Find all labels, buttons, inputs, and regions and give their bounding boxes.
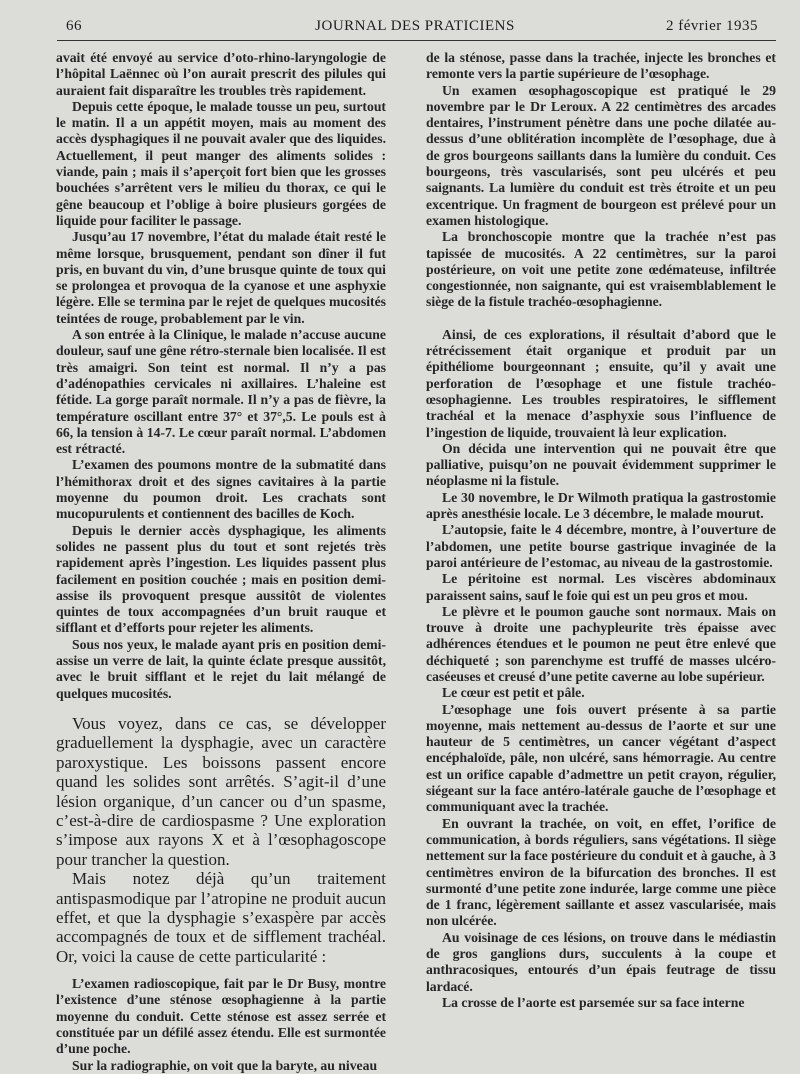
header-rule — [57, 40, 776, 41]
paragraph: Sous nos yeux, le malade ayant pris en position demi-assise un verre de lait, la quinte éclate presque aussitôt, avec le bruit sifflant et le rejet du lait mélangé de quelques mucosités. — [56, 636, 386, 701]
spacer — [56, 966, 386, 976]
paragraph: A son entrée à la Clinique, le malade n’accuse aucune douleur, sauf une gêne rétro-sternale bien localisée. Il est très amaigri. Son teint est normal. Il n’y a pas d’adénopathies cervicales ni axillaires. L’haleine est fétide. La gorge paraît normale. Il n’y a pas de fièvre, la température oscillant entre 37° et 37°,5. Le pouls est à 66, la tension à 14-7. Le cœur paraît normal. L’abdomen est rétracté. — [56, 327, 386, 457]
paragraph: En ouvrant la trachée, on voit, en effet, l’orifice de communication, à bords réguliers, sans végétations. Il siège nettement sur la face postérieure du conduit et à gauche, à 3 centimètres environ de la bifurcation des bronches. Il est surmonté d’une petite zone indurée, large comme une pièce de 1 franc, légèrement saillante et assez vascularisée, mais non ulcérée. — [426, 815, 777, 929]
paragraph: On décida une intervention qui ne pouvait être que palliative, puisqu’on ne pouvait évidemment supprimer le néoplasme ni la fistule. — [426, 440, 776, 489]
running-header — [60, 14, 770, 38]
paragraph: de la sténose, passe dans la trachée, injecte les bronches et remonte vers la partie supérieure de l’œsophage. — [426, 50, 776, 82]
paragraph: Sur la radiographie, on voit que la baryte, au niveau — [72, 1057, 378, 1073]
paragraph: L’examen radioscopique, fait par le Dr Busy, montre l’existence d’une sténose œsophagienne à la partie moyenne du conduit. Cette sténose est assez serrée et constituée par un défilé assez étendu. Elle est surmontée d’une poche. — [56, 976, 386, 1057]
paragraph: Depuis cette époque, le malade tousse un peu, surtout le matin. Il a un appétit moyen, mais au moment des accès dysphagiques il ne pouvait avaler que des liquides. Actuellement, il peut manger des aliments solides : viande, pain ; mais il s’aperçoit fort bien que les grosses bouchées s’arrêtent vers le milieu du thorax, ce qui le gêne beaucoup et l’oblige à boire plusieurs gorgées de liquide pour faciliter le passage. — [56, 98, 386, 228]
lecture-paragraph: Mais notez déjà qu’un traitement antispasmodique par l’atropine ne produit aucun effet, et que la dysphagie s’exaspère par accès accompagnés de toux et de sifflement trachéal. Or, voici la cause de cette particularité : — [56, 869, 386, 966]
spacer — [56, 702, 386, 712]
paragraph: Le plèvre et le poumon gauche sont normaux. Mais on trouve à droite une pachypleurite très épaisse avec adhérences étendues et le poumon ne peut être enlevé que déchiqueté ; son parenchyme est truffé de masses ulcéro-caséeuses et creusé d’une petite caverne au lobe supérieur. — [426, 603, 776, 684]
paragraph: La crosse de l’aorte est parsemée sur sa face interne — [442, 994, 745, 1010]
journal-title: JOURNAL DES PRATICIENS — [315, 18, 515, 34]
paragraph: Un examen œsophagoscopique est pratiqué le 29 novembre par le Dr Leroux. A 22 centimètres des arcades dentaires, l’instrument pénètre dans une poche dilatée au-dessus d’une oblitération incomplète de l’œsophage, due à de gros bourgeons saillants dans la lumière du conduit. Ces bourgeons, très vascularisés, sont peu ulcérés et peu saignants. La lumière du conduit est très étroite et un peu excentrique. Un fragment de bourgeon est prélevé pour un examen histologique. — [426, 82, 776, 228]
issue-date: 2 février 1935 — [666, 18, 758, 34]
lecture-paragraph: Vous voyez, dans ce cas, se développer graduellement la dysphagie, avec un caractère paroxystique. Les boissons passent encore quand les solides sont arrêtés. S’agit-il d’une lésion organique, d’un cancer ou d’un spasme, c’est-à-dire de cardiospasme ? Une exploration s’impose aux rayons X et à l’œsophagoscope pour trancher la question. — [56, 713, 386, 869]
right-column — [426, 50, 776, 1040]
paragraph: L’œsophage une fois ouvert présente à sa partie moyenne, mais nettement au-dessus de l’aorte et sur une hauteur de 5 centimètres, un cancer végétant d’aspect encéphaloïde, pâle, non ulcéré, sans hémorragie. Au centre est un orifice capable d’admettre un petit crayon, régulier, siégeant sur la face antéro-latérale gauche de l’œsophage et communiquant avec la trachée. — [426, 701, 776, 815]
paragraph: avait été envoyé au service d’oto-rhino-laryngologie de l’hôpital Laënnec où l’on aurait prescrit des pilules qui auraient fait disparaître les troubles très rapidement. — [56, 50, 386, 98]
paragraph: Le péritoine est normal. Les viscères abdominaux paraissent sains, sauf le foie qui est un peu gros et mou. — [426, 571, 776, 603]
paragraph: L’autopsie, faite le 4 décembre, montre, à l’ouverture de l’abdomen, une petite bourse gastrique invaginée de la paroi antérieure de l’estomac, au niveau de la gastrostomie. — [426, 522, 776, 570]
page-number: 66 — [66, 18, 82, 34]
left-column — [56, 50, 386, 1073]
paragraph: Jusqu’au 17 novembre, l’état du malade était resté le même lorsque, brusquement, pendant son dîner il fut pris, en buvant du vin, d’une brusque quinte de toux qui se prolongea et provoqua de la cyanose et une asphyxie légère. Elle se termina par le rejet de quelques mucosités teintées de rouge, probablement par le vin. — [56, 229, 386, 326]
paragraph: Le 30 novembre, le Dr Wilmoth pratiqua la gastrostomie après anesthésie locale. Le 3 décembre, le malade mourut. — [426, 489, 776, 522]
spacer — [426, 311, 776, 327]
paragraph: Au voisinage de ces lésions, on trouve dans le médiastin de gros ganglions durs, succulents à la coupe et anthracosiques, entourés d’un épais feutrage de tissu lardacé. — [426, 929, 776, 994]
paragraph: La bronchoscopie montre que la trachée n’est pas tapissée de mucosités. A 22 centimètres, sur la paroi postérieure, on voit une petite zone œdémateuse, infiltrée congestionnée, non saignante, qui est vraisemblablement le siège de la fistule trachéo-œsophagienne. — [426, 229, 776, 310]
paragraph: Depuis le dernier accès dysphagique, les aliments solides ne passent plus du tout et sont rejetés très rapidement après l’ingestion. Les liquides passent plus facilement en position couchée ; mais en position demi-assise ils provoquent presque aussitôt de violentes quintes de toux accompagnées d’un bruit rauque et sifflant et d’efforts pour rejeter les aliments. — [56, 522, 386, 636]
paragraph: Ainsi, de ces explorations, il résultait d’abord que le rétrécissement était organique et produit par un épithéliome bourgeonnant ; ensuite, qu’il y avait une perforation de l’œsophage et une fistule trachéo-œsophagienne. Les troubles respiratoires, le sifflement trachéal et la menace d’asphyxie sous l’influence de l’ingestion de liquide, trouvaient là leur explication. — [426, 326, 776, 440]
paragraph: Le cœur est petit et pâle. — [442, 685, 585, 701]
paragraph: L’examen des poumons montre de la submatité dans l’hémithorax droit et des signes cavitaires à la partie moyenne du poumon droit. Les crachats sont mucopurulents et contiennent des bacilles de Koch. — [56, 457, 386, 522]
